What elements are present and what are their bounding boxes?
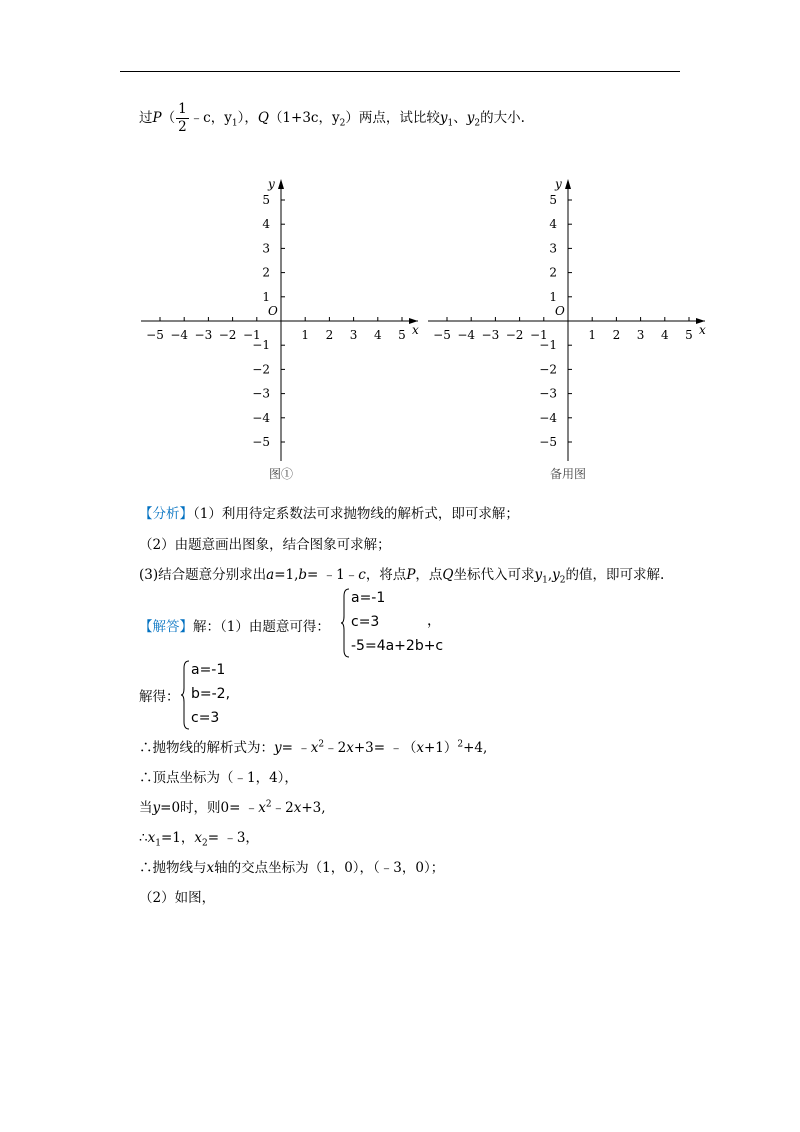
analysis-line3 (139, 563, 664, 586)
x-tick-label: 5 (398, 328, 406, 342)
x-tick-label: 4 (373, 328, 382, 342)
point-q: Q (257, 110, 269, 126)
a3c: =1, (274, 567, 299, 583)
y-tick-label: 2 (262, 265, 270, 280)
x-tick-label: −1 (242, 328, 261, 342)
intro-y2: y (466, 110, 475, 126)
x-tick-label: 4 (660, 328, 669, 342)
pf: ﹣2 (324, 740, 347, 756)
a3o: 的值，即可求解. (565, 567, 665, 583)
y-tick-label: −4 (539, 410, 557, 425)
yf: ﹣2 (271, 800, 294, 816)
rc: 1 (155, 838, 161, 849)
x-tick-label: −4 (170, 328, 189, 342)
ia: ∴抛物线与 (139, 860, 207, 876)
y-tick-label: 3 (549, 241, 557, 256)
y-axis-label: y (555, 177, 562, 191)
graph-caption: 图① (268, 467, 294, 481)
intro-tail: 的大小. (480, 110, 525, 126)
analysis-line1 (139, 502, 519, 522)
a3n-sub: 2 (559, 575, 566, 586)
intro-p-rest: ﹣c，y (189, 110, 232, 126)
analysis-text1: （1）利用待定系数法可求抛物线的解析式，即可求解； (193, 506, 519, 522)
a3j: Q (442, 567, 454, 583)
system1-eq3: -5=4a+2b+c (351, 638, 444, 654)
intro-y1-sub: 1 (447, 118, 454, 129)
answer-intercepts (139, 856, 444, 876)
intro-q-rest: （1+3c，y (268, 110, 340, 126)
intro-prefix: 过 (139, 110, 153, 126)
left-brace-icon (181, 660, 191, 730)
ph: +3= ﹣（ (353, 740, 417, 756)
ye: 2 (265, 799, 272, 810)
pc: = ﹣ (281, 740, 311, 756)
ib: x (206, 860, 215, 876)
y-tick-label: 4 (262, 217, 270, 232)
answer-figure: （2）如图， (139, 890, 216, 906)
y-tick-label: −3 (252, 386, 270, 401)
rg: = ﹣3， (207, 830, 259, 846)
a3m: , (547, 567, 553, 583)
y-tick-label: −1 (539, 338, 557, 353)
pk: 2 (457, 739, 464, 750)
yb: y (152, 800, 161, 816)
x-tick-label: −5 (433, 328, 451, 342)
yd: x (258, 800, 266, 816)
x-axis-label: x (699, 323, 706, 337)
left-brace-icon (341, 588, 351, 658)
a3n: y (552, 567, 560, 583)
origin-label: O (268, 304, 278, 318)
x-tick-label: 5 (685, 328, 693, 342)
y-tick-label: 2 (549, 265, 557, 280)
answer-intro-text: 解：（1）由题意可得： (193, 619, 330, 635)
y-tick-label: −2 (252, 362, 270, 377)
intro-q-sub: 2 (339, 118, 346, 129)
a3d: b (298, 567, 308, 583)
x-tick-label: 3 (636, 328, 645, 342)
answer-roots (139, 826, 259, 849)
graph-caption: 备用图 (549, 467, 587, 481)
y-tick-label: 5 (262, 193, 270, 207)
y-tick-label: 1 (262, 289, 270, 304)
a3g: ，将点 (365, 567, 407, 583)
origin-label: O (555, 304, 565, 318)
fraction-num: 1 (178, 101, 187, 117)
a3l: y (534, 567, 543, 583)
y-tick-label: 5 (549, 193, 557, 207)
pj: +1） (423, 740, 458, 756)
x-tick-label: −4 (457, 328, 476, 342)
rb: x (147, 830, 156, 846)
ic: 轴的交点坐标为（1，0），（﹣3，0）； (214, 860, 445, 876)
a3f: c (358, 567, 366, 583)
a3b: a (266, 567, 275, 583)
pd: x (310, 740, 319, 756)
system1-eq1: a=-1 (351, 590, 386, 606)
x-tick-label: −5 (146, 328, 164, 342)
x-axis-label: x (412, 323, 419, 337)
point-p: P (152, 110, 162, 126)
y-tick-label: 3 (262, 241, 270, 256)
answer-parabola (139, 736, 487, 756)
x-tick-label: −2 (218, 328, 237, 342)
coordinate-graphs (0, 0, 800, 500)
intro-y2-sub: 2 (474, 118, 481, 129)
intro-p-sub: 1 (231, 118, 238, 129)
x-tick-label: −1 (529, 328, 548, 342)
a3e: = ﹣1﹣ (307, 567, 359, 583)
a3k: 坐标代入可求 (453, 567, 535, 583)
system1-tail: ， (427, 613, 441, 629)
a3i: ，点 (415, 567, 443, 583)
intro-q-close: ）两点，试比较 (345, 110, 440, 126)
yh: +3, (301, 800, 326, 816)
system2-eq2: b=-2, (191, 686, 231, 702)
y-tick-label: 1 (549, 289, 557, 304)
system1-eq2: c=3 (351, 614, 380, 630)
y-tick-label: −1 (252, 338, 270, 353)
system-2 (181, 660, 261, 730)
fraction-den: 2 (178, 119, 187, 135)
x-tick-label: 2 (612, 328, 621, 342)
solve-label: 解得： (139, 689, 180, 705)
re: x (194, 830, 202, 846)
x-tick-label: 2 (325, 328, 334, 342)
y-tick-label: −5 (252, 435, 270, 449)
y-tick-label: −4 (252, 410, 270, 425)
pl: +4, (463, 740, 488, 756)
system-1 (341, 588, 451, 658)
pa: ∴抛物线的解析式为： (139, 740, 274, 756)
a3l-sub: 1 (542, 575, 548, 586)
analysis-tag: 【分析】 (139, 506, 193, 522)
y-axis-label: y (268, 177, 275, 191)
intro-y1: y (439, 110, 448, 126)
rf: 2 (201, 838, 208, 849)
y-axis-arrow-icon (278, 179, 284, 189)
x-tick-label: −3 (481, 328, 500, 342)
intro-p-close: ）， (237, 110, 258, 126)
x-tick-label: 3 (349, 328, 358, 342)
ya: 当 (139, 800, 153, 816)
intro-lp: （ (161, 110, 176, 126)
a3a: (3)结合题意分别求出 (139, 567, 267, 583)
x-tick-label: 1 (301, 328, 310, 342)
ra: ∴ (139, 830, 148, 846)
y-tick-label: −3 (539, 386, 557, 401)
answer-intro (139, 615, 330, 635)
y-axis-arrow-icon (565, 179, 571, 189)
x-tick-label: 1 (588, 328, 597, 342)
a3h: P (406, 567, 416, 583)
answer-tag: 【解答】 (139, 619, 193, 635)
y-tick-label: 4 (549, 217, 557, 232)
answer-y0 (139, 796, 326, 816)
y-tick-label: −5 (539, 435, 557, 449)
x-tick-label: −2 (505, 328, 524, 342)
pb: y (274, 740, 282, 756)
yc: =0时，则0= ﹣ (160, 800, 259, 816)
system2-eq1: a=-1 (191, 662, 226, 678)
x-tick-label: −3 (194, 328, 213, 342)
y-tick-label: −2 (539, 362, 557, 377)
yg: x (293, 800, 302, 816)
pe: 2 (318, 739, 325, 750)
rd: =1， (160, 830, 195, 846)
pi: x (416, 740, 424, 756)
analysis-line2: （2）由题意画出图象，结合图象可求解； (139, 537, 391, 553)
system2-eq3: c=3 (191, 710, 220, 726)
intro-sep: 、 (453, 110, 467, 126)
answer-vertex: ∴顶点坐标为（﹣1，4）， (139, 770, 298, 786)
pg: x (346, 740, 354, 756)
